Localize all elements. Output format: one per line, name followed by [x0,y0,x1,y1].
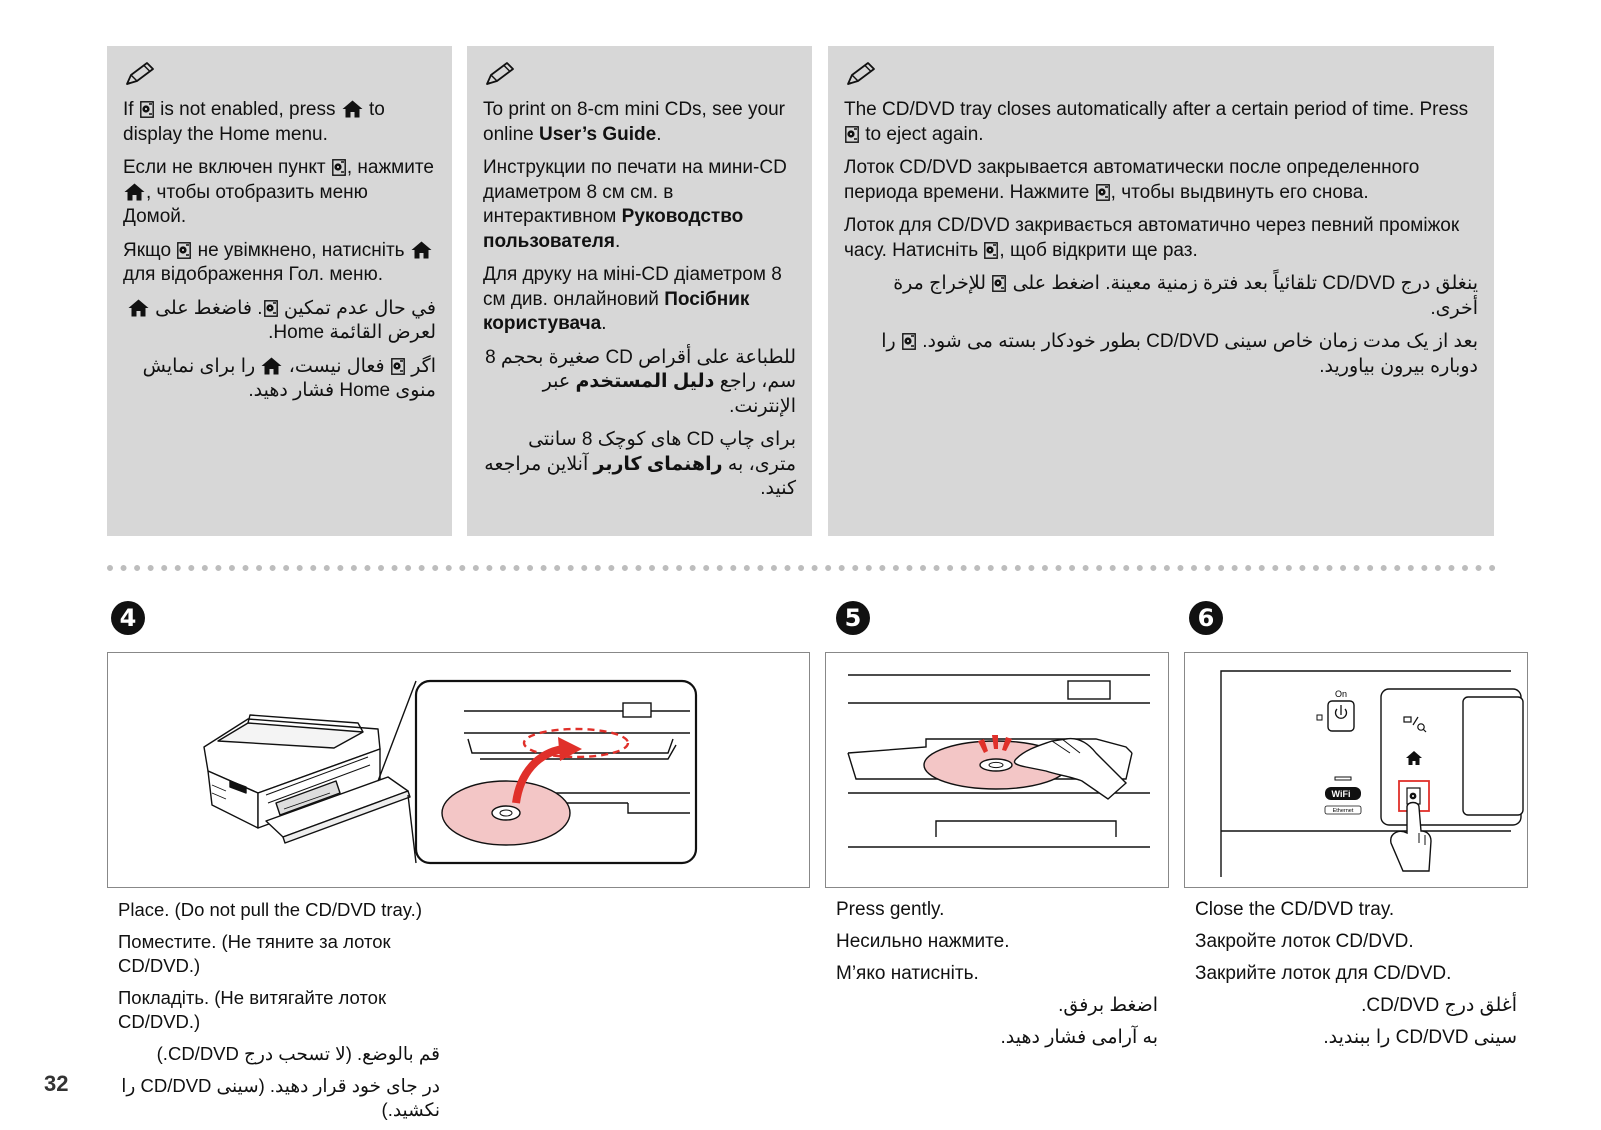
note-text-uk: Якщо не увімкнено, натисніть для відображення Гол. меню. [123,239,436,288]
printer-cd-placement-illustration [108,653,808,886]
note-box [107,46,452,536]
note-text-ru: Инструкции по печати на мини-CD диаметром 8 см см. в интерактивном Руководство пользователя. [483,157,787,252]
cd-tray-button[interactable] [1407,788,1420,804]
home-icon [128,299,149,317]
cd-print-icon [992,275,1006,292]
caption-ru: Закройте лоток CD/DVD. [1195,931,1414,952]
caption-ar: قم بالوضع. (لا تسحب درج CD/DVD.) [156,1043,440,1064]
caption-ru: Несильно нажмите. [836,931,1010,952]
illustration-place-cd [107,652,810,888]
svg-text:WiFi: WiFi [1331,789,1351,799]
note-text-fa: اگر فعال نیست، را برای نمایش منوی Home فشار دهید. [142,355,436,401]
caption-ar: اضغط برفق. [1058,995,1158,1016]
home-icon [124,183,145,201]
cd-print-icon [845,126,859,143]
lcd-screen [1463,697,1523,815]
note-text-ru: Лоток CD/DVD закрывается автоматически после определенного периода времени. Нажмите , чтобы выдвинуть его снова. [844,157,1420,203]
step-5-captions [836,898,1158,1058]
caption-fa: در جای خود قرار دهید. (سینی CD/DVD را نکشید.) [121,1075,440,1120]
control-panel-illustration [1185,653,1526,886]
cd-print-icon [1096,184,1110,201]
illustration-press-gently [825,652,1169,888]
caption-uk: Покладіть. (Не витягайте лоток CD/DVD.) [118,987,387,1032]
cd-print-icon [264,300,278,317]
cd-print-icon [902,333,916,350]
step-4-captions [118,898,440,1130]
note-text-fa: بعد از یک مدت زمان خاص سینی CD/DVD بطور خودکار بسته می شود. را دوباره بیرون بیاورید. [881,331,1478,377]
caption-en: Close the CD/DVD tray. [1195,899,1395,920]
home-icon [411,241,432,259]
note-text-ar: للطباعة على أقراص CD صغيرة بحجم 8 سم، راجع دليل المستخدم عبر الإنترنت. [485,346,796,417]
illustration-control-panel [1184,652,1528,888]
svg-text:Ethernet: Ethernet [1332,808,1354,814]
note-text-en: If is not enabled, press to display the Home menu. [123,99,385,145]
on-label: On [1334,689,1348,699]
pencil-note-icon [123,60,157,88]
press-tray-illustration [826,653,1167,886]
pencil-note-icon [844,60,878,88]
note-text-uk: Лоток для CD/DVD закривається автоматично через певний проміжок часу. Натисніть , щоб відкрити ще раз. [844,215,1460,261]
cd-print-icon [177,242,191,259]
pencil-note-icon [483,60,517,88]
note-text-ar: في حال عدم تمكين . فاضغط على لعرض القائمة Home. [123,297,436,346]
dotted-divider [107,564,1497,572]
caption-ar: أغلق درج CD/DVD. [1361,995,1517,1016]
page-number: 32 [44,1071,69,1096]
note-box [828,46,1494,536]
caption-fa: سینی CD/DVD را ببندید. [1323,1027,1517,1048]
note-text-en: The CD/DVD tray closes automatically after a certain period of time. Press to eject again. [844,99,1469,145]
step-number-6: 6 [1189,601,1223,635]
caption-en: Press gently. [836,899,945,920]
home-icon [261,357,282,375]
step-number-4: 4 [111,601,145,635]
step-number-5: 5 [836,601,870,635]
caption-fa: به آرامی فشار دهید. [1000,1027,1158,1048]
caption-uk: Закрийте лоток для CD/DVD. [1195,963,1452,984]
note-text-ru: Если не включен пункт , нажмите , чтобы отобразить меню Домой. [123,157,434,227]
caption-en: Place. (Do not pull the CD/DVD tray.) [118,899,422,920]
note-box [467,46,812,536]
cd-print-icon [391,358,405,375]
cd-print-icon [332,159,346,176]
caption-ru: Поместите. (Не тяните за лоток CD/DVD.) [118,931,391,976]
step-6-captions [1195,898,1517,1058]
note-text-fa: برای چاپ CD های کوچک 8 سانتی متری، به راهنمای کاربر آنلاین مراجعه کنید. [484,429,796,499]
note-text-ar: ينغلق درج CD/DVD تلقائياً بعد فترة زمنية معينة. اضغط على للإخراج مرة أخرى. [893,273,1478,319]
cd-print-icon [984,242,998,259]
note-text-en: To print on 8-cm mini CDs, see your online User’s Guide. [483,99,785,145]
caption-uk: М’яко натисніть. [836,963,979,984]
note-text-uk: Для друку на міні-CD діаметром 8 см див. онлайновий Посібник користувача. [483,264,782,334]
home-icon [342,100,363,118]
cd-print-icon [140,101,154,118]
